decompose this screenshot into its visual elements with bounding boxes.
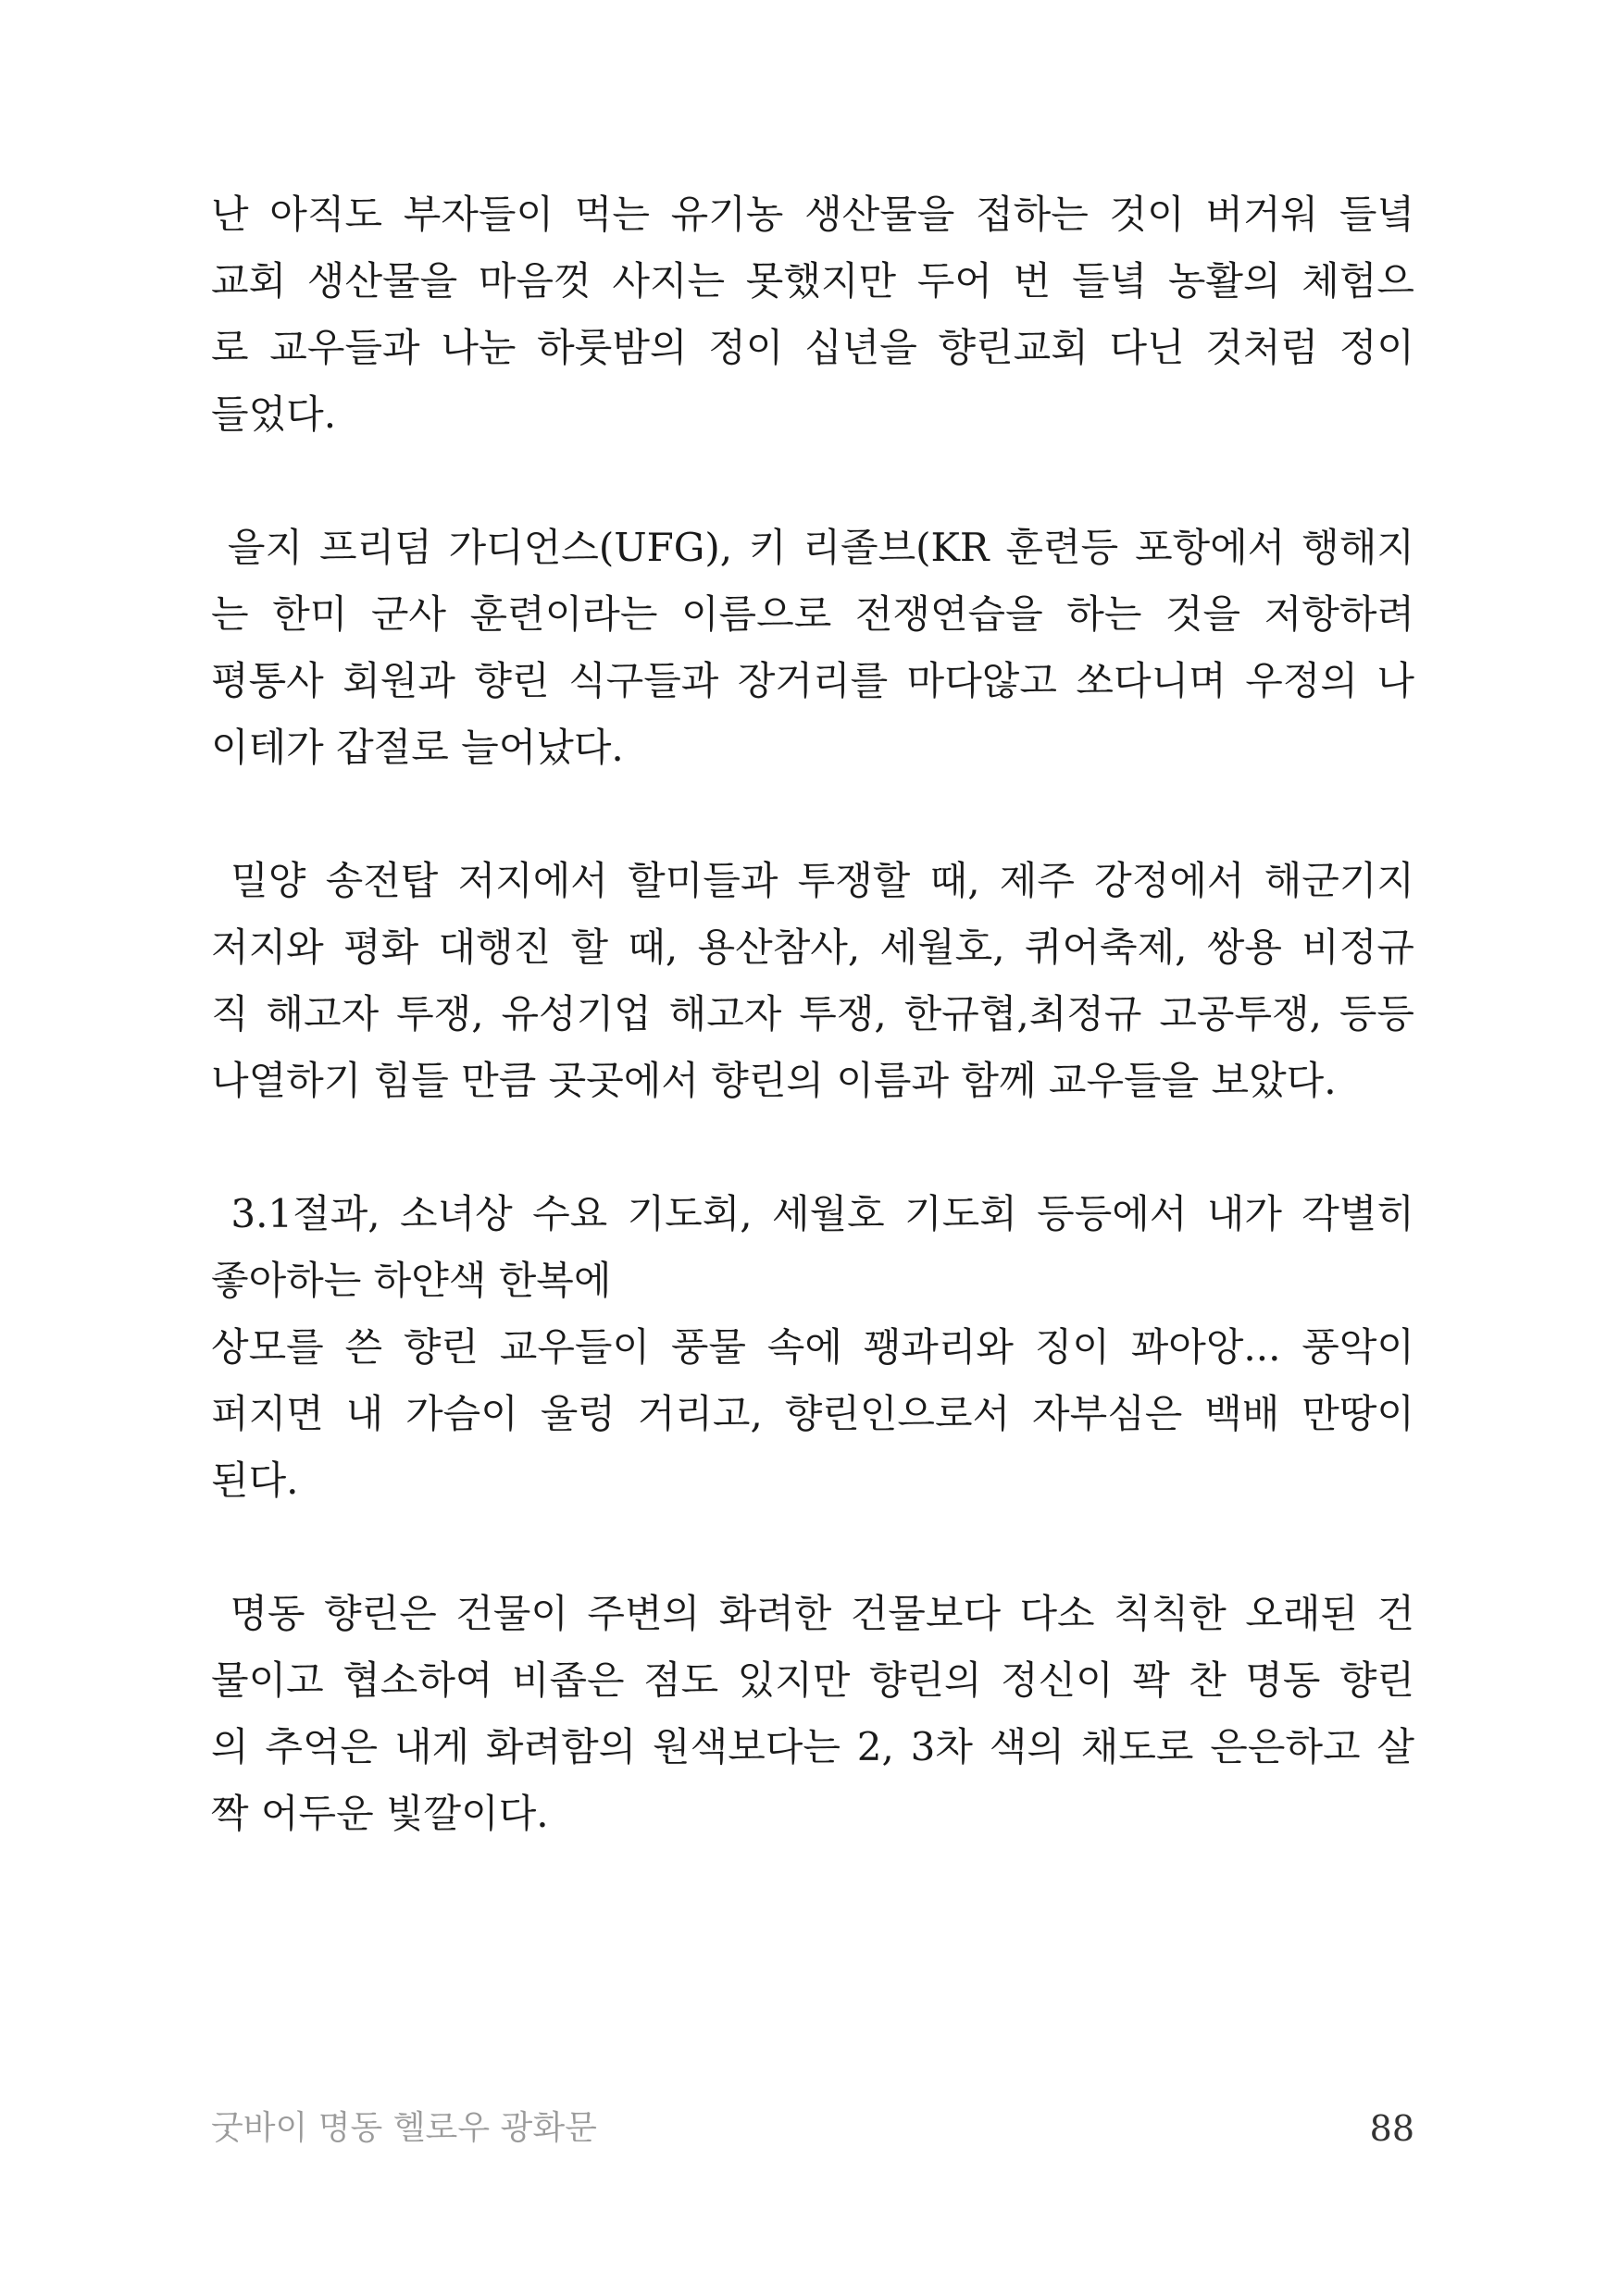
- paragraph: [211, 848, 1414, 1114]
- text-line: 을지 프리덤 가디언스(UFG), 키 리졸브(KR 훈련등 포항에서 행해지: [211, 525, 1414, 570]
- paragraph-gap: [211, 1514, 1414, 1581]
- text-line: 퍼지면 내 가슴이 울렁 거리고, 향린인으로서 자부심은 백배 만땅이: [211, 1391, 1414, 1436]
- text-line: 밀양 송전탑 저지에서 할미들과 투쟁할 때, 제주 강정에서 해군기지: [211, 858, 1414, 903]
- paragraph-gap: [211, 448, 1414, 515]
- text-line: 이테가 갑절로 늘어났다.: [211, 725, 624, 770]
- paragraph: [211, 515, 1414, 781]
- text-line: 평통사 회원과 향린 식구들과 장거리를 마다않고 쏘다니며 우정의 나: [211, 658, 1414, 703]
- text-line: 좋아하는 하얀색 한복에: [211, 1258, 612, 1303]
- text-line: 상모를 쓴 향린 교우들이 풍물 속에 꽹과리와 징이 꽈아앙... 풍악이: [211, 1324, 1414, 1370]
- paragraph: [211, 181, 1414, 448]
- page-footer: [211, 2101, 1414, 2156]
- text-line: 직 해고자 투쟁, 유성기업 해고자 투쟁, 한규협,최정규 고공투쟁, 등등: [211, 991, 1414, 1036]
- text-line: 저지와 평화 대행진 할 때, 용산참사, 세월호, 퀴어축제, 쌍용 비정규: [211, 925, 1414, 970]
- text-line: 짝 어두운 빛깔이다.: [211, 1791, 549, 1836]
- text-line: 나열하기 힘들 만큼 곳곳에서 향린의 이름과 함께 교우들을 보았다.: [211, 1058, 1337, 1103]
- text-line: 된다.: [211, 1458, 299, 1503]
- paragraph: [211, 1581, 1414, 1847]
- paragraph-gap: [211, 781, 1414, 848]
- text-line: 명동 향린은 건물이 주변의 화려한 건물보다 다소 칙칙한 오래된 건: [211, 1591, 1414, 1636]
- paragraph: [211, 1181, 1414, 1514]
- text-line: 교회 생산물을 마음껏 사지는 못했지만 두어 번 들녘 농활의 체험으: [211, 258, 1414, 304]
- paragraph-gap: [211, 1114, 1414, 1181]
- text-line: 는 한미 군사 훈련이라는 이름으로 전쟁연습을 하는 것을 저항하려: [211, 591, 1414, 637]
- text-line: 물이고 협소하여 비좁은 점도 있지만 향린의 정신이 꽉 찬 명동 향린: [211, 1657, 1414, 1703]
- page-number: 88: [1369, 2108, 1414, 2149]
- text-line: 3.1절과, 소녀상 수요 기도회, 세월호 기도회 등등에서 내가 각별히: [211, 1191, 1414, 1236]
- body-text: [211, 181, 1414, 1847]
- text-line: 의 추억은 내게 화려함의 원색보다는 2, 3차 색의 채도로 은은하고 살: [211, 1724, 1414, 1769]
- text-line: 로 교우들과 나눈 하룻밤의 정이 십년을 향린교회 다닌 것처럼 정이: [211, 325, 1414, 370]
- book-title: 굿바이 명동 헬로우 광화문: [211, 2109, 597, 2147]
- text-line: 난 아직도 부자들이 먹는 유기농 생산물을 접하는 것이 버거워 들녘: [211, 192, 1414, 237]
- text-line: 들었다.: [211, 391, 337, 437]
